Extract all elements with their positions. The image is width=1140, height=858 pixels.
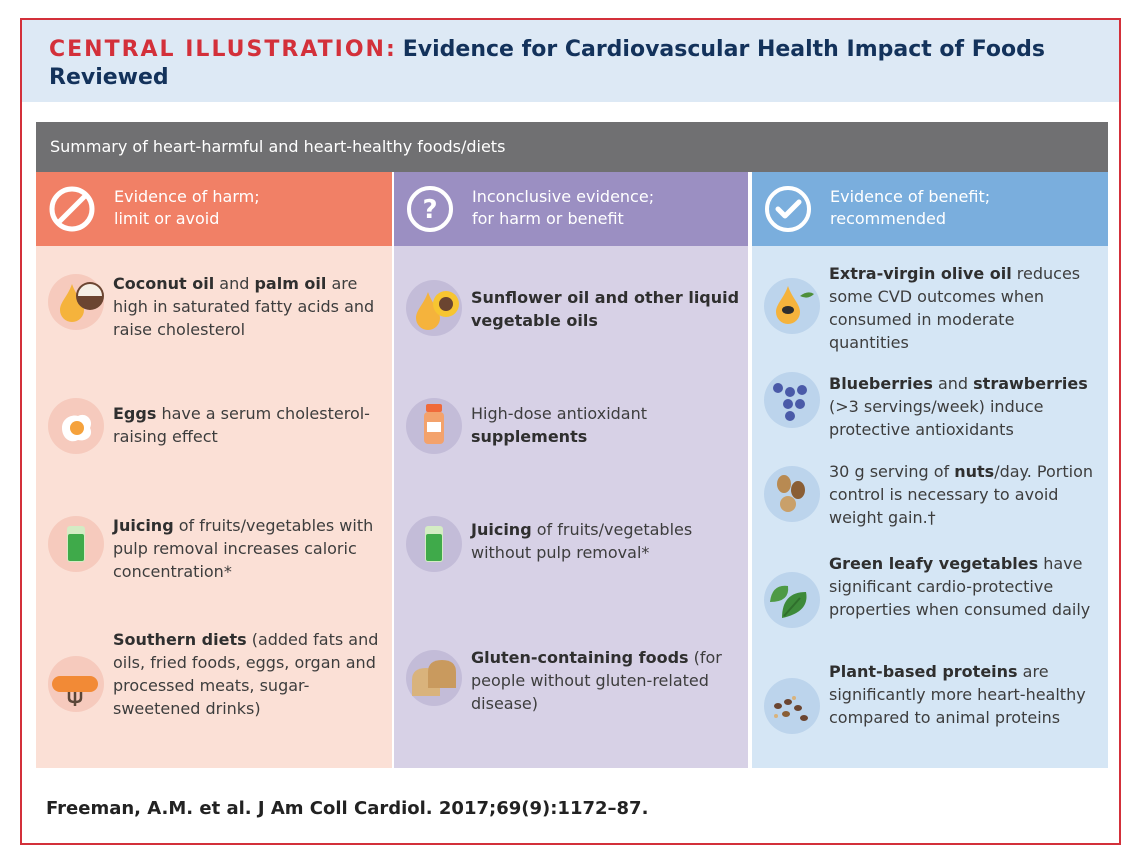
item-text: Green leafy vegetables have significant cardio-protective properties when consumed daily: [829, 554, 1091, 619]
no-entry-icon: [48, 185, 96, 233]
checkmark-icon: [764, 185, 812, 233]
column-harm-title-line1: Evidence of harm;: [114, 187, 260, 206]
column-inconclusive-title: [472, 186, 654, 230]
blueberries-icon: [764, 372, 820, 428]
citation: Freeman, A.M. et al. J Am Coll Cardiol. 2017;69(9):1172–87.: [46, 798, 649, 819]
juice-glass-icon: [48, 516, 104, 572]
item-text: High-dose antioxidant supplements: [471, 404, 648, 446]
nuts-icon: [764, 466, 820, 522]
item-text: Juicing of fruits/vegetables with pulp removal increases caloric concentration*: [113, 516, 374, 581]
egg-icon: [48, 398, 104, 454]
item-text: Southern diets (added fats and oils, fried foods, eggs, organ and processed meats, sugar-sweetened drinks): [113, 630, 379, 718]
juice-glass-icon: [406, 516, 462, 572]
column-benefit: [752, 172, 1108, 768]
column-inconclusive-title-line2: for harm or benefit: [472, 209, 624, 228]
question-mark-icon: [406, 185, 454, 233]
column-inconclusive-header: [394, 172, 748, 246]
item-text: Extra-virgin olive oil reduces some CVD outcomes when consumed in moderate quantities: [829, 264, 1081, 352]
title-text: Evidence for Cardiovascular Health Impact of Foods Reviewed: [49, 37, 1045, 90]
svg-text:?: ?: [422, 195, 438, 225]
leafy-greens-icon: [764, 572, 820, 628]
column-inconclusive: [394, 172, 748, 768]
column-harm: [36, 172, 392, 768]
item-text: Sunflower oil and other liquid vegetable oils: [471, 288, 740, 330]
beans-icon: [764, 678, 820, 734]
supplement-bottle-icon: [406, 398, 462, 454]
title-bar: [22, 20, 1119, 102]
summary-banner: Summary of heart-harmful and heart-healthy foods/diets: [36, 122, 1108, 172]
item-text: Blueberries and strawberries (>3 servings/week) induce protective antioxidants: [829, 374, 1088, 439]
column-benefit-title-line1: Evidence of benefit;: [830, 187, 991, 206]
column-benefit-header: [752, 172, 1108, 246]
coconut-oil-icon: [48, 274, 104, 330]
title-lead: CENTRAL ILLUSTRATION:: [49, 37, 397, 62]
sunflower-oil-icon: [406, 280, 462, 336]
column-harm-title-line2: limit or avoid: [114, 209, 220, 228]
item-text: Coconut oil and palm oil are high in saturated fatty acids and raise cholesterol: [113, 274, 375, 339]
item-text: Gluten-containing foods (for people without gluten-related disease): [471, 648, 722, 713]
column-inconclusive-title-line1: Inconclusive evidence;: [472, 187, 655, 206]
item-text: 30 g serving of nuts/day. Portion control is necessary to avoid weight gain.†: [829, 462, 1094, 527]
item-text: Eggs have a serum cholesterol-raising effect: [113, 404, 370, 446]
item-text: Juicing of fruits/vegetables without pulp removal*: [471, 520, 693, 562]
column-harm-title: [114, 186, 260, 230]
column-benefit-title-line2: recommended: [830, 209, 946, 228]
column-harm-header: [36, 172, 392, 246]
bread-icon: [406, 650, 462, 706]
sausage-fork-icon: [48, 656, 104, 712]
page-title: [49, 36, 1099, 92]
olive-oil-icon: [764, 278, 820, 334]
column-benefit-title: [830, 186, 990, 230]
item-text: Plant-based proteins are significantly more heart-healthy compared to animal proteins: [829, 662, 1086, 727]
